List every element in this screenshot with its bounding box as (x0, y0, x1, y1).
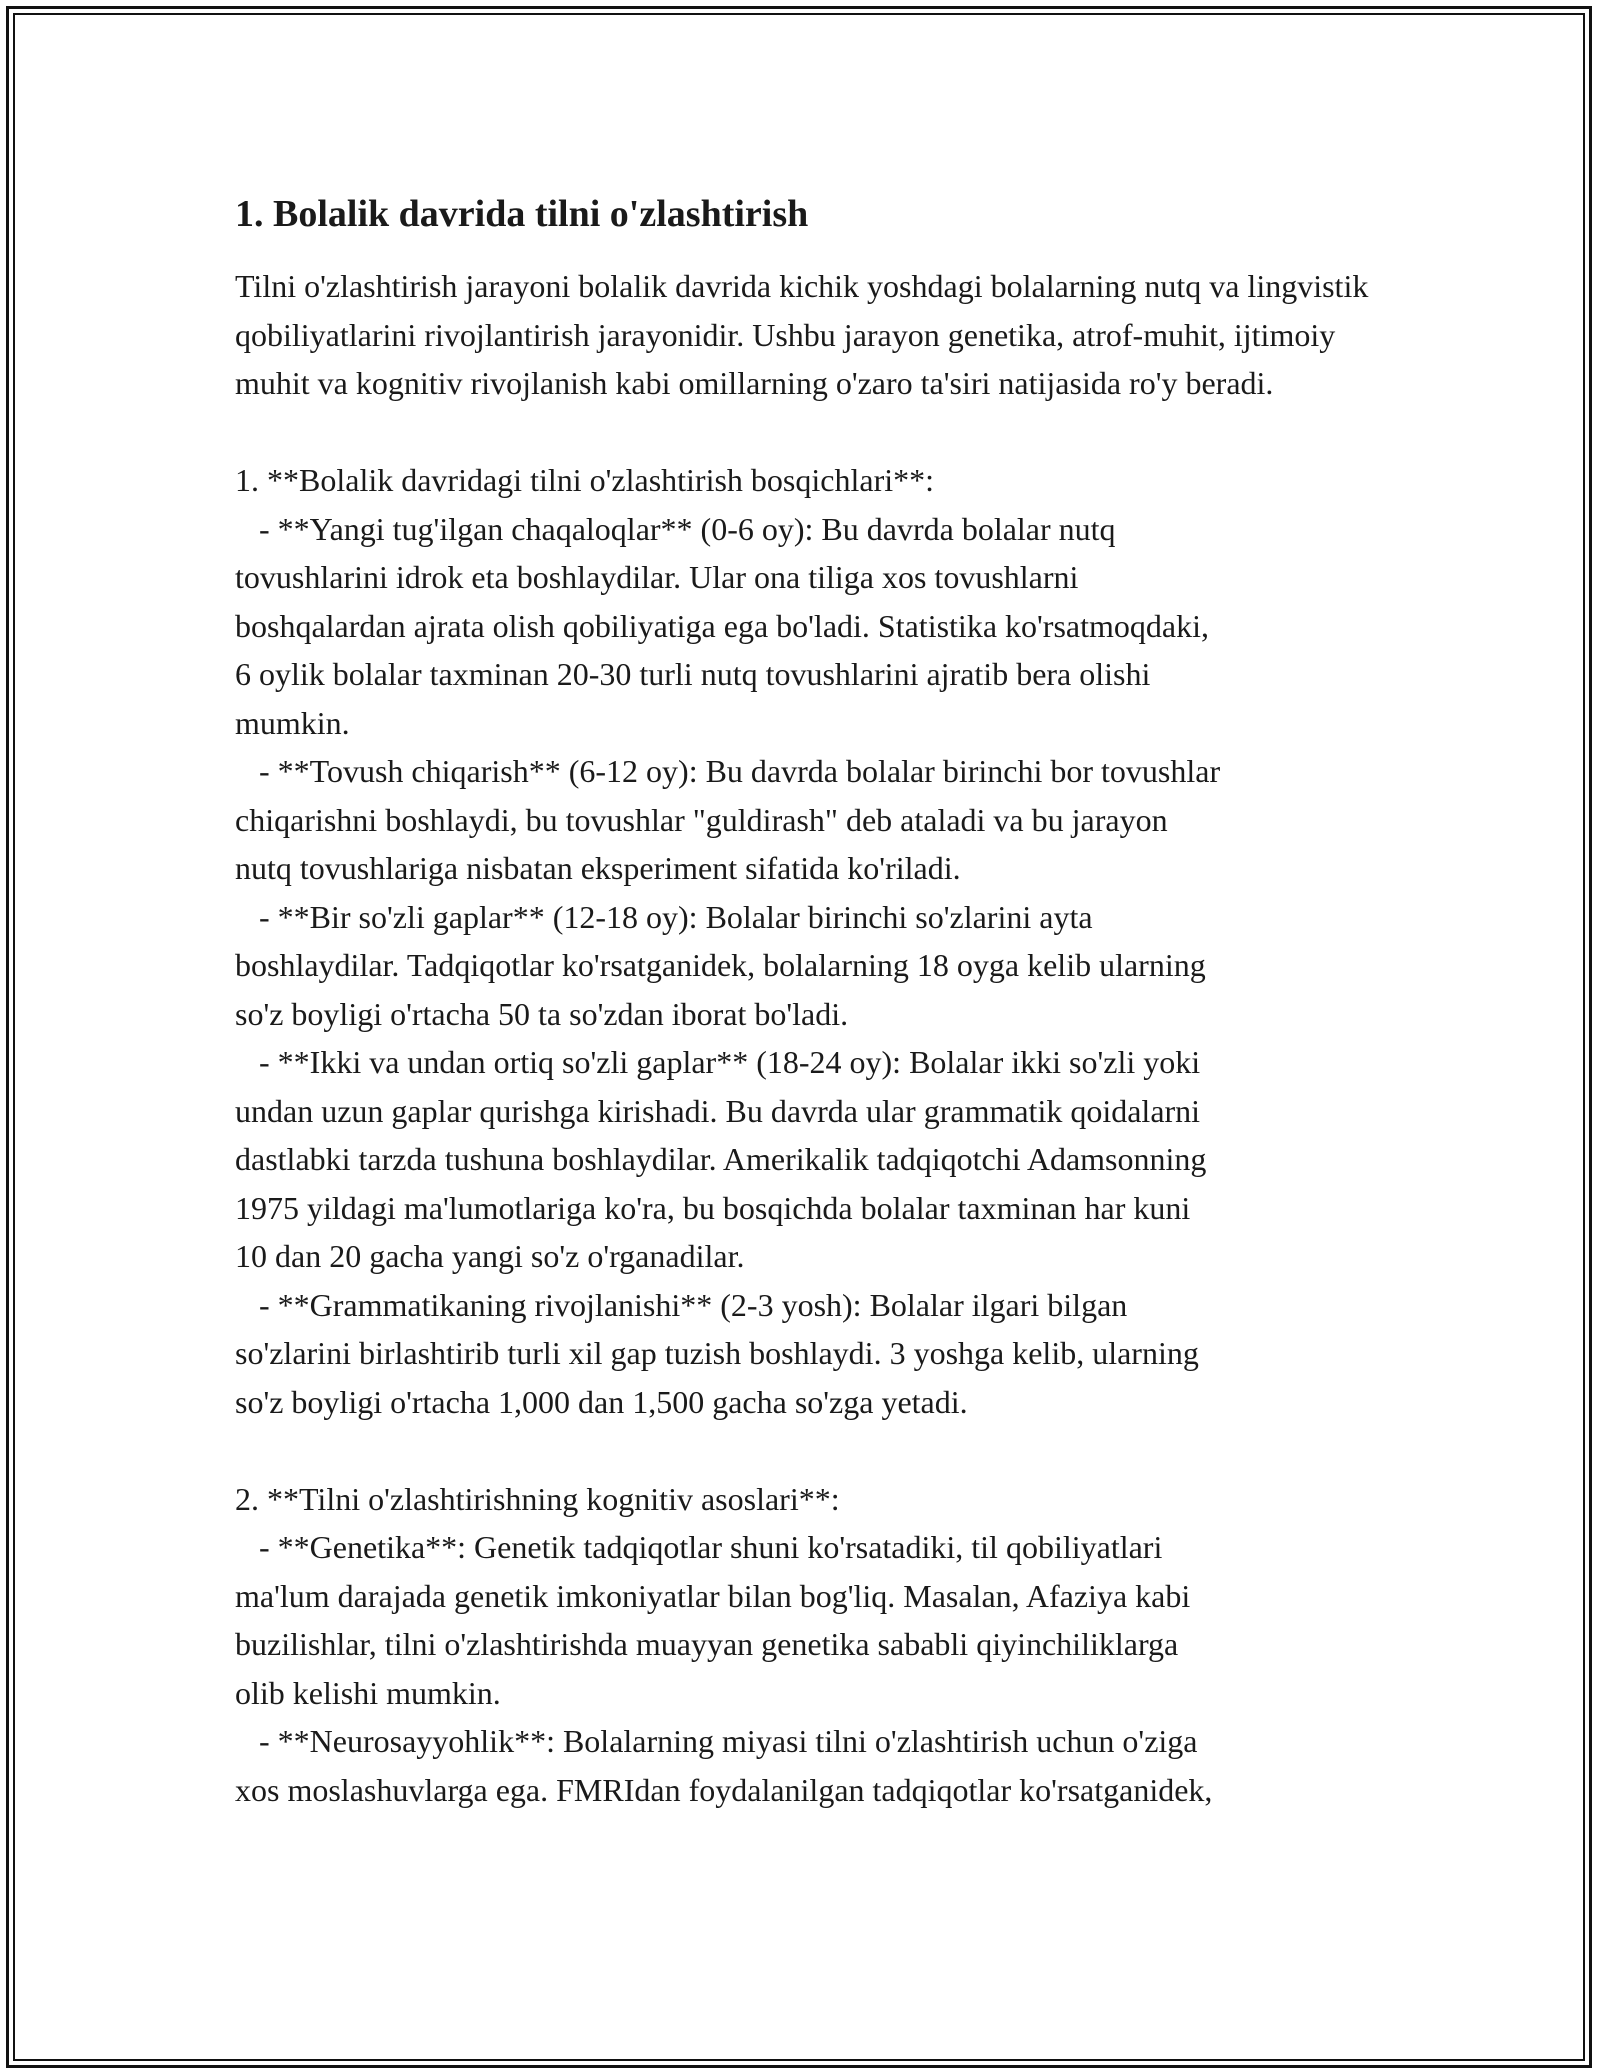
text-line: boshlaydilar. Tadqiqotlar ko'rsatganidek, bolalarning 18 oyga kelib ularning (235, 947, 1206, 983)
section-stages (235, 456, 1415, 1426)
text-line: xos moslashuvlarga ega. FMRIdan foydalanilgan tadqiqotlar ko'rsatganidek, (235, 1771, 1213, 1808)
text-line: so'z boyligi o'rtacha 1,000 dan 1,500 gacha so'zga yetadi. (235, 1383, 968, 1420)
text-line: olib kelishi mumkin. (235, 1674, 501, 1711)
text-line: nutq tovushlariga nisbatan eksperiment sifatida ko'riladi. (235, 850, 961, 886)
text-line: - **Genetika**: Genetik tadqiqotlar shuni ko'rsatadiki, til qobiliyatlari (235, 1529, 1163, 1565)
text-line: chiqarishni boshlaydi, bu tovushlar "guldirash" deb ataladi va bu jarayon (235, 801, 1168, 838)
text-line: - **Neurosayyohlik**: Bolalarning miyasi tilni o'zlashtirish uchun o'ziga (235, 1723, 1198, 1759)
text-line: mumkin. (235, 704, 350, 741)
section-heading-cognitive: 2. **Tilni o'zlashtirishning kognitiv asoslari**: (235, 1480, 840, 1517)
paragraph-spacer (235, 408, 1415, 457)
section-cognitive (235, 1475, 1415, 1815)
intro-paragraph: Tilni o'zlashtirish jarayoni bolalik davrida kichik yoshdagi bolalarning nutq va lingvistik qobiliyatlarini rivojlantirish jarayonidir. Ushbu jarayon genetika, atrof-muhit, ijtimoiy muhit va kognitiv rivojlanish kabi omillarning o'zaro ta'siri natijasida ro'y beradi. (235, 268, 1369, 401)
paragraph-spacer (235, 1426, 1415, 1475)
text-line: buzilishlar, tilni o'zlashtirishda muayyan genetika sababli qiyinchiliklarga (235, 1626, 1179, 1662)
text-line: 10 dan 20 gacha yangi so'z o'rganadilar. (235, 1238, 745, 1274)
section-heading-stages: 1. **Bolalik davridagi tilni o'zlashtirish bosqichlari**: (235, 462, 934, 498)
text-line: boshqalardan ajrata olish qobiliyatiga ega bo'ladi. Statistika ko'rsatmoqdaki, (235, 607, 1209, 644)
text-line: - **Yangi tug'ilgan chaqaloqlar** (0-6 oy): Bu davrda bolalar nutq (235, 510, 1116, 547)
text-line: - **Bir so'zli gaplar** (12-18 oy): Bolalar birinchi so'zlarini ayta (235, 898, 1093, 935)
text-line: 6 oylik bolalar taxminan 20-30 turli nutq tovushlarini ajratib bera olishi (235, 656, 1151, 692)
text-line: dastlabki tarzda tushuna boshlaydilar. Amerikalik tadqiqotchi Adamsonning (235, 1141, 1207, 1177)
text-line: undan uzun gaplar qurishga kirishadi. Bu davrda ular grammatik qoidalarni (235, 1092, 1201, 1129)
text-line: - **Ikki va undan ortiq so'zli gaplar** (18-24 oy): Bolalar ikki so'zli yoki (235, 1044, 1201, 1080)
text-line: so'zlarini birlashtirib turli xil gap tuzish boshlaydi. 3 yoshga kelib, ularning (235, 1335, 1199, 1371)
text-line: - **Tovush chiqarish** (6-12 oy): Bu davrda bolalar birinchi bor tovushlar (235, 753, 1221, 789)
text-line: - **Grammatikaning rivojlanishi** (2-3 yosh): Bolalar ilgari bilgan (235, 1286, 1128, 1323)
text-line: 1975 yildagi ma'lumotlariga ko'ra, bu bosqichda bolalar taxminan har kuni (235, 1189, 1191, 1226)
text-line: tovushlarini idrok eta boshlaydilar. Ular ona tiliga xos tovushlarni (235, 559, 1079, 595)
text-line: so'z boyligi o'rtacha 50 ta so'zdan iborat bo'ladi. (235, 995, 849, 1032)
document-body (235, 188, 1415, 1814)
document-title: 1. Bolalik davrida tilni o'zlashtirish (235, 193, 809, 235)
text-line: ma'lum darajada genetik imkoniyatlar bilan bog'liq. Masalan, Afaziya kabi (235, 1577, 1191, 1614)
